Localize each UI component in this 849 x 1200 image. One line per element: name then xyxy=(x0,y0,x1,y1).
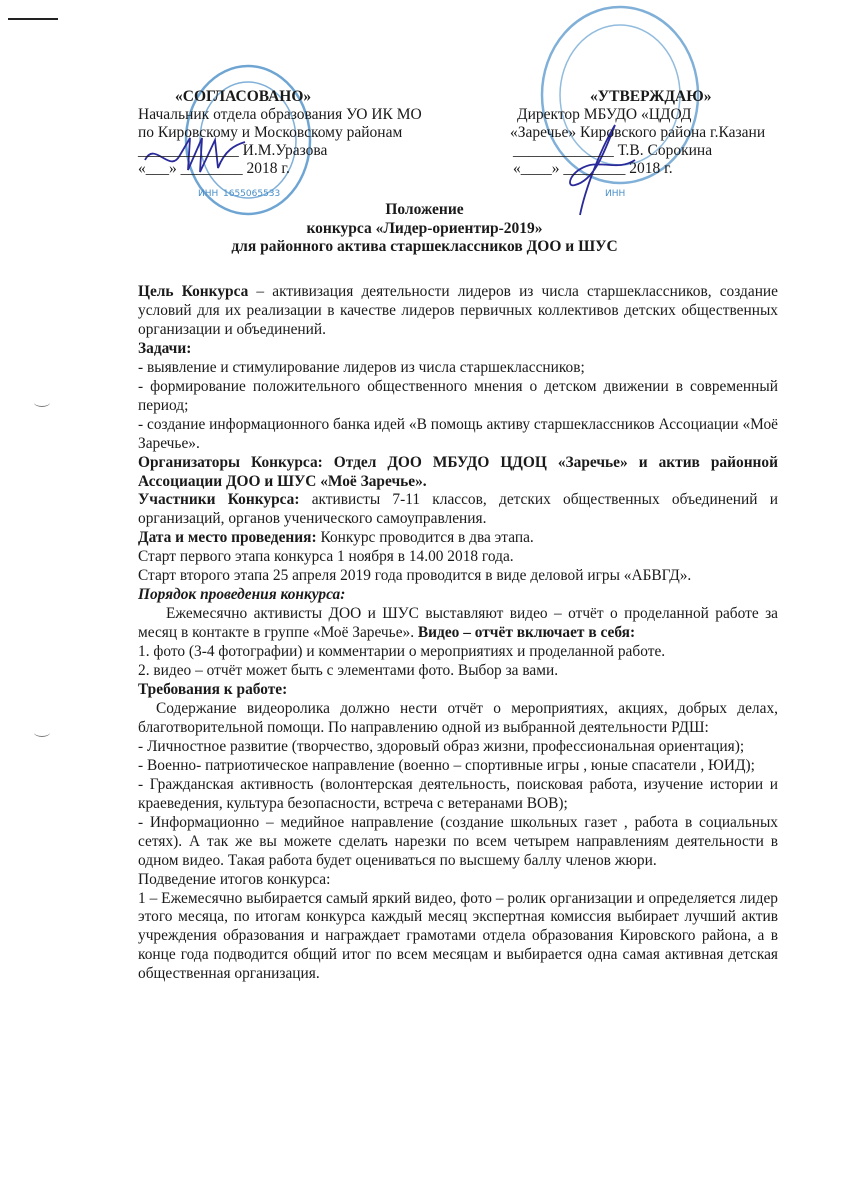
requirements-text: Содержание видеоролика должно нести отчёт о мероприятиях, акциях, добрых делах, благотворительной помощи. По направлению одной из выбранной деятельности РДШ: xyxy=(138,699,778,736)
approval-block-left xyxy=(138,88,422,178)
task-item: - выявление и стимулирование лидеров из числа старшеклассников; xyxy=(138,358,585,376)
participants-paragraph xyxy=(138,491,778,529)
approver-position: Директор МБУДО «ЦДОД xyxy=(517,106,692,123)
procedure-paragraph xyxy=(138,605,778,643)
hole-punch-mark xyxy=(34,398,50,407)
document-title xyxy=(0,201,849,257)
title-line: Положение xyxy=(385,201,464,218)
title-line: для районного актива старшеклассников ДОО и ШУС xyxy=(231,238,618,255)
organizers-paragraph: Организаторы Конкурса: Отдел ДОО МБУДО ЦДОЦ «Заречье» и актив районной Ассоциации ДОО и ШУС «Моё Заречье». xyxy=(138,453,778,490)
approval-heading: «УТВЕРЖДАЮ» xyxy=(590,88,712,105)
results-text: 1 – Ежемесячно выбирается самый яркий видео, фото – ролик организации и определяется лидер этого месяца, по итогам конкурса каждый месяц экспертная комиссия выбирает лучший актив учреждения образования и награждает грамотами отдела образования Кировского района, а в конце года подводится общий итог по всем месяцам и выбирается одна самая активная детская общественная организация. xyxy=(138,889,778,983)
svg-text:1655065533: 1655065533 xyxy=(223,189,281,199)
results-label: Подведение итогов конкурса: xyxy=(138,870,331,888)
approval-block-right xyxy=(510,88,765,178)
task-item: - создание информационного банка идей «В помощь активу старшеклассников Ассоциации «Моё Заречье». xyxy=(138,415,778,452)
title-line: конкурса «Лидер-ориентир-2019» xyxy=(306,219,543,237)
date-paragraph xyxy=(138,529,778,548)
svg-text:ИНН: ИНН xyxy=(605,189,626,199)
hole-punch-mark xyxy=(34,728,50,737)
goal-paragraph xyxy=(138,283,778,340)
stage-1: Старт первого этапа конкурса 1 ноября в 14.00 2018 года. xyxy=(138,548,514,566)
participants-label: Участники Конкурса: xyxy=(138,491,300,509)
goal-text: – активизация деятельности лидеров из числа старшеклассников, создание условий для их реализации в качестве лидеров первичных коллективов детских общественных организации и объединений. xyxy=(138,283,778,338)
requirements-label: Требования к работе: xyxy=(138,681,288,699)
procedure-item: 2. видео – отчёт может быть с элементами фото. Выбор за вами. xyxy=(138,662,559,680)
scan-edge-mark xyxy=(8,18,58,20)
svg-text:ИНН: ИНН xyxy=(198,189,219,199)
tasks-label: Задачи: xyxy=(138,339,192,357)
approver-signature-line: _____________ И.М.Уразова xyxy=(138,142,328,159)
approval-heading: «СОГЛАСОВАНО» xyxy=(175,88,312,105)
procedure-bold: Видео – отчёт включает в себя: xyxy=(417,624,636,642)
task-item: - формирование положительного общественного мнения о детском движении в современный период; xyxy=(138,377,778,414)
approver-signature-line: _____________ Т.В. Сорокина xyxy=(513,142,713,159)
approval-date: «___» ________ 2018 г. xyxy=(138,160,290,177)
approver-position: Начальник отдела образования УО ИК МО xyxy=(138,106,422,123)
date-label: Дата и место проведения: xyxy=(138,529,317,547)
direction-item: - Военно- патриотическое направление (военно – спортивные игры , юные спасатели , ЮИД); xyxy=(138,756,755,774)
goal-label: Цель Конкурса xyxy=(138,283,249,300)
approval-date: «____» ________ 2018 г. xyxy=(513,160,673,177)
procedure-label: Порядок проведения конкурса: xyxy=(138,586,346,604)
document-body xyxy=(138,283,778,984)
direction-item: - Гражданская активность (волонтерская деятельность, поисковая работа, изучение истории и краеведения, культура безопасности, встреча с ветеранами ВОВ); xyxy=(138,775,778,812)
procedure-item: 1. фото (3-4 фотографии) и комментарии о мероприятиях и проделанной работе. xyxy=(138,643,666,661)
stage-2: Старт второго этапа 25 апреля 2019 года проводится в виде деловой игры «АБВГД». xyxy=(138,567,692,585)
approver-position: по Кировскому и Московскому районам xyxy=(138,124,403,141)
direction-item: - Информационно – медийное направление (создание школьных газет , работа в социальных сетях). А так же вы можете сделать нарезки по всем четырем направлениям деятельности в одном видео. Такая работа будет оцениваться по высшему баллу членов жюри. xyxy=(138,813,778,869)
participants-text: активисты 7-11 классов, детских общественных объединений и организаций, органов ученического самоуправления. xyxy=(138,491,778,528)
direction-item: - Личностное развитие (творчество, здоровый образ жизни, профессиональная ориентация); xyxy=(138,737,745,755)
approver-position: «Заречье» Кировского района г.Казани xyxy=(510,124,766,141)
date-text: Конкурс проводится в два этапа. xyxy=(316,529,534,547)
procedure-text: Ежемесячно активисты ДОО и ШУС выставляют видео – отчёт о проделанной работе за месяц в контакте в группе «Моё Заречье». xyxy=(138,605,778,642)
